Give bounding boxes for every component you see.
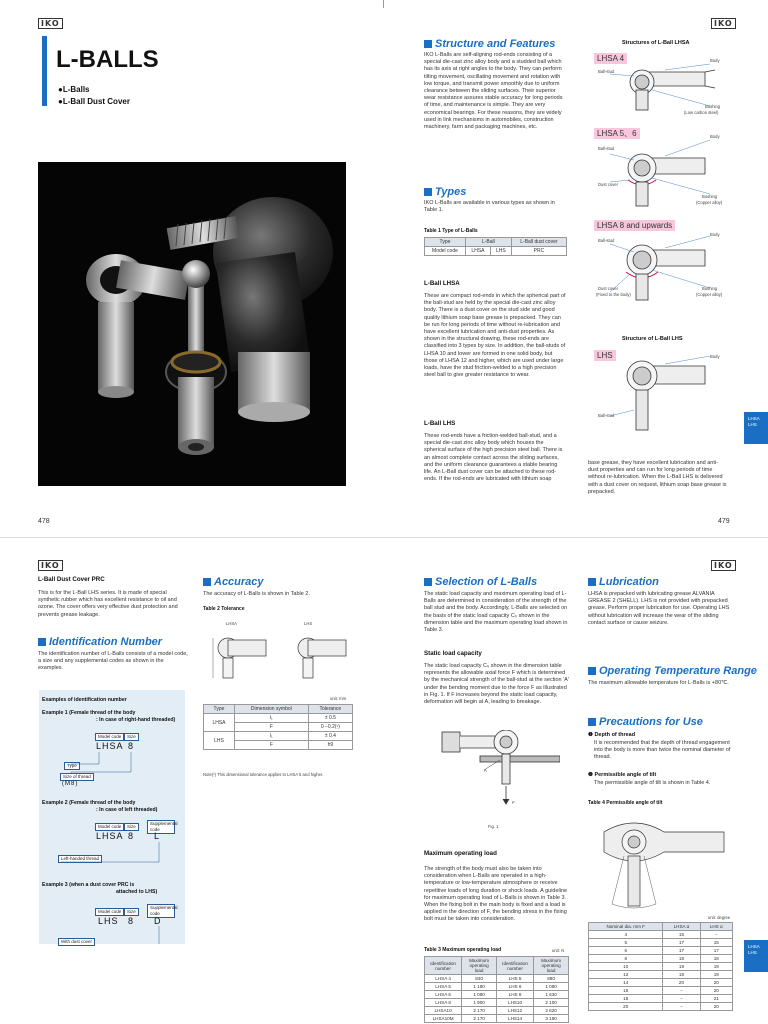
- size-label: Size: [124, 733, 139, 741]
- table-row: [589, 947, 733, 955]
- table-cell: 17: [700, 947, 732, 955]
- section-heading-lubrication: Lubrication: [588, 576, 659, 588]
- figure-title-lhsa: Structures of L-Ball LHSA: [622, 40, 690, 46]
- side-tab-label: LHS: [748, 950, 757, 955]
- supplemental-code-label: Supplemental code: [147, 904, 175, 918]
- table-cell: LHSA: [465, 247, 490, 256]
- table-cell: 2 100: [534, 999, 569, 1007]
- table-row: [589, 931, 733, 939]
- selection-body: The static load capacity and maximum operating load of L-Balls are determined in consideration of the strength of the ball stud and the body. Accordingly, L-Balls are selected on the basis of the static load capacity C₀ shown in the dimension table and the maximum operating load shown in Table 3.: [424, 591, 568, 634]
- table-cell: 19: [700, 963, 732, 971]
- tolerance-drawings: [203, 626, 353, 686]
- section-heading-selection: Selection of L-Balls: [424, 576, 537, 588]
- table-cell: LHS10: [496, 999, 533, 1007]
- table-header: LHSA α: [663, 923, 700, 931]
- table3-unit: unit: N: [552, 948, 565, 953]
- table-cell: −: [663, 987, 700, 995]
- fig-lhsa-label: LHSA: [226, 621, 237, 626]
- table-cell: LHSA: [204, 714, 235, 732]
- table-cell: LHS 8: [496, 991, 533, 999]
- max-load-body: The strength of the body must also be taken into consideration when L-Balls are operated in a high-temperature or low-temperature atmosphere or receive repetitive loads of long duration or shock loads. A guideline for maximum operating load of L-Balls is shown in Table 3. When the fixing bolt in the main body is fixed and a load is applied in the direction of F, the bending stress in the fixing bolt must be taken into consideration.: [424, 866, 568, 923]
- thread-size-value: (M8): [62, 781, 79, 787]
- table-cell: LHSA10M: [425, 1015, 462, 1023]
- table-header: LHS α: [700, 923, 732, 931]
- example2-title: Example 2 (Female thread of the body: [42, 800, 136, 806]
- lubrication-body: LHSA is prepacked with lubricating grease ALVANIA GREASE 2 (SHELL). LHS is not provided with prepacked grease. Perform proper lubrication for use. Operating LHS without lubrication will increase the wear of the sliding contact surface or cause seizure.: [588, 591, 730, 626]
- table-header: Identification number: [425, 957, 462, 975]
- table-cell: 17: [663, 939, 700, 947]
- example3-supplemental: D: [154, 916, 162, 926]
- table-tilt-angle: [588, 922, 733, 1011]
- tolerance-unit: unit: mm: [330, 696, 347, 701]
- part-dustcover-label: Dust cover: [598, 286, 619, 291]
- example2-size: 8: [128, 831, 135, 841]
- fig1-caption: Fig. 1: [488, 824, 499, 829]
- heading-square-icon: [38, 638, 46, 646]
- table-cell: 2 170: [462, 1007, 497, 1015]
- table-types: [424, 237, 567, 256]
- part-dustcover-note: (Fixed to the body): [596, 292, 631, 297]
- dust-cover-note: With dust cover: [58, 938, 95, 946]
- table-cell: Model code: [425, 247, 466, 256]
- side-index-tab[interactable]: [744, 412, 768, 444]
- table-cell: LHSA10: [425, 1007, 462, 1015]
- table-cell: 12: [589, 971, 663, 979]
- table-header: L-Ball dust cover: [511, 238, 566, 247]
- subtitle-l-balls: ●L-Balls: [58, 85, 90, 94]
- model-code-label: Model code: [95, 908, 124, 916]
- title-accent-bar: [42, 36, 47, 106]
- heading-square-icon: [203, 578, 211, 586]
- brand-logo: IKO: [38, 18, 63, 29]
- table-cell: 3 190: [534, 1015, 569, 1023]
- l-ball-photo-illustration: [38, 162, 346, 486]
- table-cell: LHSA 6: [425, 991, 462, 999]
- heading-square-icon: [424, 188, 432, 196]
- table-cell: 880: [534, 975, 569, 983]
- page-number-right: 479: [718, 518, 730, 525]
- table-cell: F: [234, 741, 308, 750]
- lhsa-body: These are compact rod-ends in which the spherical part of the ball-stud are held by the special die-cast zinc alloy body. There is a dust cover on the stud side and good quality lithium soap base grease is prepacked. They can be run for long periods of time without re-lubrication and have excellent lubrication and anti-dust properties. As shown in the structural drawing, these rod-ends are classified into 3 types by size. In addition, the ball-studs of LHSA 10 and lower are formed in one solid body, but those of LHSA 12 and higher, which are used under large loads, have the stud friction-welded to a high precision steel ball to give greater resistance to wear.: [424, 293, 566, 379]
- table-row: [589, 1003, 733, 1011]
- model-code-label: Model code: [95, 823, 124, 831]
- temperature-body: The maximum allowable temperature for L-Balls is +80℃.: [588, 680, 729, 686]
- prc-body: This is for the L-Ball LHS series. It is made of special synthetic rubber which has excellent resistance to oil and ozone. The cover offers very effective dust protection and prevents grease leakage.: [38, 590, 178, 618]
- brand-logo: IKO: [711, 560, 736, 571]
- table-cell: 1 080: [534, 983, 569, 991]
- table-row: [425, 975, 569, 983]
- table-cell: 20: [589, 1003, 663, 1011]
- table-header: Maximum operating load: [462, 957, 497, 975]
- table-header: Identification number: [496, 957, 533, 975]
- table-header: Dimension symbol: [234, 705, 308, 714]
- table-cell: 6: [589, 947, 663, 955]
- example1-title: Example 1 (Female thread of the body: [42, 710, 136, 716]
- table-cell: 2 170: [462, 1015, 497, 1023]
- section-heading-precautions: Precautions for Use: [588, 716, 703, 728]
- table-cell: 15: [663, 931, 700, 939]
- part-bushing-material: (Copper alloy): [696, 200, 723, 205]
- section-heading-types: Types: [424, 186, 466, 198]
- table-cell: F: [234, 723, 308, 732]
- table-cell: 8: [589, 955, 663, 963]
- figure-title-lhs: Structure of L-Ball LHS: [622, 336, 683, 342]
- table4-unit: unit: degree: [708, 915, 731, 920]
- table4-title: Table 4 Permissible angle of tilt: [588, 800, 663, 806]
- table-cell: 14: [589, 979, 663, 987]
- part-ballstud-label: Ball-stud: [598, 69, 615, 74]
- table-header: Type: [204, 705, 235, 714]
- table-cell: 1 080: [462, 991, 497, 999]
- part-ballstud-label: Ball-stud: [598, 238, 615, 243]
- table-cell: PRC: [511, 247, 566, 256]
- table-cell: 20: [700, 987, 732, 995]
- part-dustcover-label: Dust cover: [598, 182, 619, 187]
- spread-fold-mark: [383, 0, 384, 8]
- fig1-static-load-drawing: [440, 730, 560, 812]
- example1-model: LHSA: [96, 741, 124, 751]
- example3-title: Example 3 (when a dust cover PRC is: [42, 882, 135, 888]
- example2-supplemental: L: [154, 831, 161, 841]
- table-cell: −: [700, 931, 732, 939]
- heading-square-icon: [424, 40, 432, 48]
- model-code-label: Model code: [95, 733, 124, 741]
- table-row: [589, 955, 733, 963]
- table-row: [589, 963, 733, 971]
- lhs-body: These rod-ends have a friction-welded ball-stud, and a special die-cast zinc alloy body which houses the spherical surface of the high precision steel ball. There is an almost complete contact across the sliding surfaces, and the uniform clearance guarantees a stable bearing life. An L-Ball dust cover can be attached to these rod-ends. If the rod-ends are lubricated with lithium soap: [424, 433, 563, 483]
- part-bushing-label: Bushing: [702, 194, 718, 199]
- table-row: [589, 971, 733, 979]
- table-cell: 1 630: [534, 991, 569, 999]
- lhsa-heading: L-Ball LHSA: [424, 280, 460, 287]
- table-cell: 2 620: [534, 1007, 569, 1015]
- table-cell: LHS: [490, 247, 511, 256]
- table-row: [589, 979, 733, 987]
- table-cell: LHS 5: [496, 975, 533, 983]
- table-cell: LHS14: [496, 1015, 533, 1023]
- size-label: Size: [124, 908, 139, 916]
- part-ballstud-label: Ball-stud: [598, 413, 615, 418]
- precaution1-body: It is recommended that the depth of thread engagement into the body is more than twice the nominal diameter of thread.: [594, 740, 731, 761]
- example3-model: LHS: [98, 916, 119, 926]
- table-header: Nominal dia. mm F: [589, 923, 663, 931]
- label-lhs: LHS: [594, 350, 616, 361]
- table-cell: 18: [700, 955, 732, 963]
- part-body-label: Body: [710, 354, 720, 359]
- page-title: L-BALLS: [56, 46, 159, 73]
- table-cell: LHS12: [496, 1007, 533, 1015]
- part-ballstud-label: Ball-stud: [598, 146, 615, 151]
- label-lhsa8: LHSA 8 and upwards: [594, 220, 675, 231]
- side-tab-label: LHS: [748, 422, 757, 427]
- thread-size-label: Size of thread: [60, 773, 94, 781]
- table-cell: 1 180: [462, 983, 497, 991]
- static-load-heading: Static load capacity: [424, 650, 482, 657]
- heading-square-icon: [424, 578, 432, 586]
- max-load-heading: Maximum operating load: [424, 850, 497, 857]
- example1-title-2: : In case of right-hand threaded): [96, 717, 176, 723]
- example2-model: LHSA: [96, 831, 124, 841]
- table-cell: 18: [589, 995, 663, 1003]
- subtitle-dust-cover: ●L-Ball Dust Cover: [58, 97, 130, 106]
- example1-size: 8: [128, 741, 135, 751]
- section-heading-accuracy: Accuracy: [203, 576, 264, 588]
- table-row: [589, 987, 733, 995]
- tolerance-note: Note(¹) This dimensional tolerance applies to LHSA 5 and higher.: [203, 772, 324, 777]
- table-row: [425, 991, 569, 999]
- lhs-heading: L-Ball LHS: [424, 420, 456, 427]
- table-row: [425, 1015, 569, 1023]
- part-bushing-material: (Low carbon steel): [684, 110, 719, 115]
- table-cell: 5: [589, 939, 663, 947]
- table-cell: LHSA 8: [425, 999, 462, 1007]
- table-cell: 19: [663, 963, 700, 971]
- types-body: IKO L-Balls are available in various types as shown in Table 1.: [424, 200, 555, 214]
- ident-body: The identification number of L-Balls consists of a model code, a size and any supplemental codes as shown in the examples.: [38, 651, 188, 672]
- table-cell: 21: [700, 995, 732, 1003]
- table-cell: −: [663, 1003, 700, 1011]
- fig1-label-a: A: [484, 768, 487, 773]
- table-cell: 15: [700, 939, 732, 947]
- prc-heading: L-Ball Dust Cover PRC: [38, 576, 105, 583]
- supplemental-code-label: Supplemental code: [147, 820, 175, 834]
- product-photo: [38, 162, 346, 486]
- heading-square-icon: [588, 667, 596, 675]
- table-tolerance: [203, 704, 353, 750]
- table-row: [425, 983, 569, 991]
- example3-title-2: attached to LHS): [116, 889, 158, 895]
- table-cell: 18: [663, 955, 700, 963]
- left-thread-note: Left-handed thread: [58, 855, 102, 863]
- part-body-label: Body: [710, 58, 720, 63]
- accuracy-body: The accuracy of L-Balls is shown in Table 2.: [203, 591, 310, 597]
- fig1-label-f: F: [512, 800, 515, 805]
- precaution2-body: The permissible angle of tilt is shown in Table 4.: [594, 780, 711, 786]
- table-row: [425, 999, 569, 1007]
- table-cell: LHSA 4: [425, 975, 462, 983]
- table-cell: ± 0.5: [308, 714, 352, 723]
- label-lhsa4: LHSA 4: [594, 53, 627, 64]
- table2-title: Table 2 Tolerance: [203, 606, 245, 612]
- table-cell: 840: [462, 975, 497, 983]
- size-label: Size: [124, 823, 139, 831]
- precaution2-title: ❷ Permissible angle of tilt: [588, 772, 657, 778]
- table-header: Tolerance: [308, 705, 352, 714]
- table-max-load: [424, 956, 569, 1023]
- table-cell: l₁: [234, 732, 308, 741]
- label-lhsa56: LHSA 5、6: [594, 128, 640, 139]
- table-cell: 10: [589, 963, 663, 971]
- brand-logo: IKO: [38, 560, 63, 571]
- part-body-label: Body: [710, 134, 720, 139]
- table-cell: 19: [700, 971, 732, 979]
- side-index-tab[interactable]: [744, 940, 768, 972]
- lhs-body-continued: base grease, they have excellent lubrication and anti-dust properties and can run for long periods of time without re-lubrication. When the L-Ball LHS is delivered with a dust cover on request, lithium soap base grease is prepacked.: [588, 460, 727, 495]
- table-cell: 20: [700, 1003, 732, 1011]
- table1-title: Table 1 Type of L-Balls: [424, 228, 478, 234]
- table3-title: Table 3 Maximum operating load: [424, 947, 502, 953]
- table-row: [589, 995, 733, 1003]
- tilt-angle-drawing: [594, 812, 734, 912]
- heading-square-icon: [588, 718, 596, 726]
- spread-separator: [0, 537, 768, 538]
- brand-logo: IKO: [711, 18, 736, 29]
- side-tab-label: LHSA: [748, 944, 760, 949]
- ident-box-title: Examples of identification number: [42, 697, 127, 703]
- static-load-body: The static load capacity C₀ shown in the dimension table represents the allowable axial force F which is determined by the mechanical strength of the ball-stud at the section 'A' under the bending moment due to the force F as illustrated in Fig. 1. If F increases beyond the static load capacity, deformation will begin at A, leading to breakage.: [424, 663, 569, 706]
- part-body-label: Body: [710, 232, 720, 237]
- table-cell: LHS 6: [496, 983, 533, 991]
- table-cell: 16: [589, 987, 663, 995]
- side-tab-label: LHSA: [748, 416, 760, 421]
- section-heading-structure: Structure and Features: [424, 38, 555, 50]
- table-cell: 0 −0.2(¹): [308, 723, 352, 732]
- example2-title-2: : In case of left threaded): [96, 807, 158, 813]
- table-cell: −: [663, 995, 700, 1003]
- table-cell: 1 900: [462, 999, 497, 1007]
- table-cell: 20: [663, 979, 700, 987]
- type-label: Type: [64, 762, 80, 770]
- section-heading-temperature: Operating Temperature Range: [588, 665, 757, 677]
- lhs-structure-drawing: [590, 356, 730, 456]
- table-cell: l₁: [234, 714, 308, 723]
- structure-body: IKO L-Balls are self-aligning rod-ends consisting of a special die-cast zinc alloy body and a studded ball which has its axis at right angles to the body. They can perform tilting movement, oscillating movement and rotation with low torque, and transmit power smoothly due to uniform clearance between the sliding surfaces. Their superior wear resistance assures stable accuracy for long periods of time, and maintenance is simple. They are very economical bearings. For these reasons, they are widely used in link mechanisms in automobiles, construction machinery, farm and packaging machines, etc.: [424, 52, 563, 131]
- precaution1-title: ❶ Depth of thread: [588, 732, 636, 738]
- table-cell: 18: [663, 971, 700, 979]
- table-cell: h9: [308, 741, 352, 750]
- table-cell: LHSA 5: [425, 983, 462, 991]
- table-cell: 17: [663, 947, 700, 955]
- table-header: L-Ball: [465, 238, 511, 247]
- part-bushing-label: Bushing: [702, 286, 718, 291]
- table-row: [425, 1007, 569, 1015]
- page-number-left: 478: [38, 518, 50, 525]
- part-bushing-label: Bushing: [705, 104, 721, 109]
- fig-lhs-label: LHS: [304, 621, 313, 626]
- part-bushing-material: (Copper alloy): [696, 292, 723, 297]
- table-cell: ± 0.4: [308, 732, 352, 741]
- table-cell: 4: [589, 931, 663, 939]
- table-header: Maximum operating load: [534, 957, 569, 975]
- ident-leader-lines: [39, 690, 185, 944]
- heading-square-icon: [588, 578, 596, 586]
- section-heading-identification: Identification Number: [38, 636, 162, 648]
- example3-size: 8: [128, 916, 135, 926]
- table-cell: LHS: [204, 732, 235, 750]
- table-header: Type: [425, 238, 466, 247]
- table-cell: 20: [700, 979, 732, 987]
- table-row: [589, 939, 733, 947]
